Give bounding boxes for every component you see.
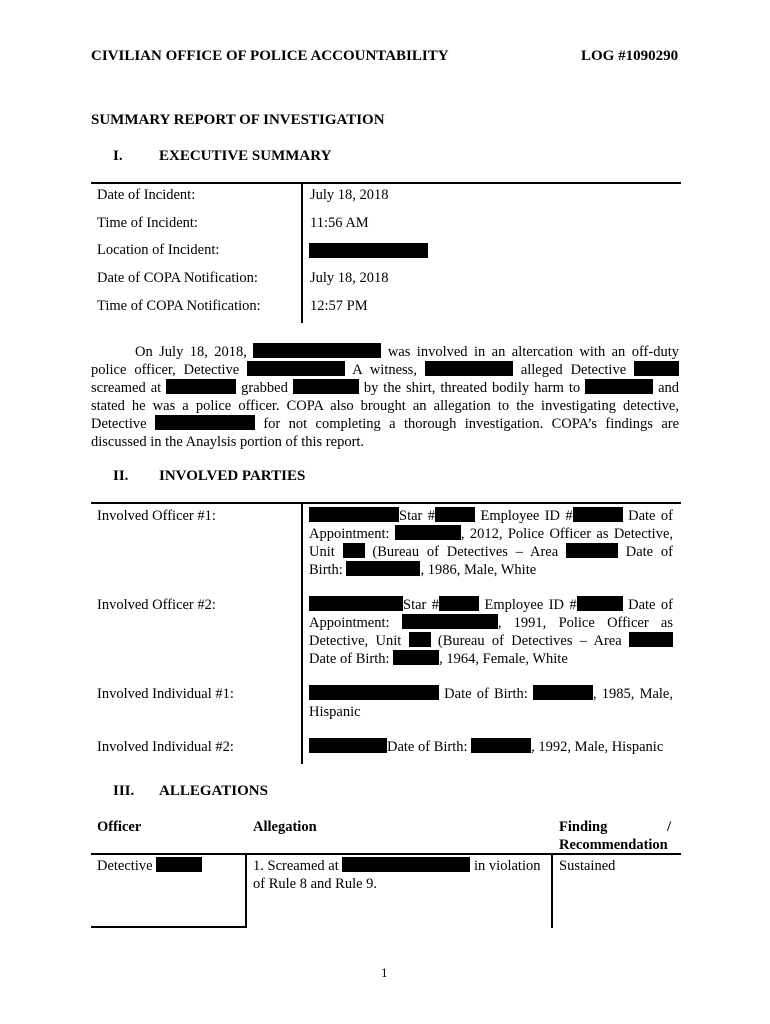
redacted-employee-id — [573, 507, 623, 522]
allegations-divider-2 — [551, 855, 553, 928]
individual-1-line-1: Date of Birth: , 1985, Male, — [309, 685, 673, 703]
section-2-title: INVOLVED PARTIES — [159, 468, 306, 484]
summary-line-2: police officer, Detective A witness, alleged Detective — [91, 361, 679, 379]
column-header-recommendation: Recommendation — [559, 837, 668, 853]
involved-individual-2-label: Involved Individual #2: — [97, 739, 234, 755]
redacted-date — [395, 525, 461, 540]
copa-notification-time-value: 12:57 PM — [310, 298, 368, 314]
section-2-number: II. — [113, 468, 129, 484]
parties-table-top-rule — [91, 502, 681, 504]
individual-1-line-2: Hispanic — [309, 704, 361, 720]
copa-notification-date-value: July 18, 2018 — [310, 270, 389, 286]
page-number: 1 — [381, 965, 388, 980]
incident-table-divider — [301, 184, 303, 323]
redacted-name — [155, 415, 255, 430]
officer-2-line-2: Appointment: , 1991, Police Officer as — [309, 615, 674, 631]
summary-line-4: stated he was a police officer. COPA also brought an allegation to the investigating detective, — [91, 398, 679, 414]
redacted-area — [566, 543, 618, 558]
redacted-name — [166, 379, 236, 394]
time-of-incident-label: Time of Incident: — [97, 215, 198, 231]
redacted-date — [346, 561, 420, 576]
date-of-incident-label: Date of Incident: — [97, 187, 196, 203]
redacted-name — [425, 361, 513, 376]
summary-line-6: discussed in the Anaylsis portion of this report. — [91, 434, 365, 450]
column-header-allegation: Allegation — [253, 819, 317, 835]
allegation-row-1-text-cont: of Rule 8 and Rule 9. — [253, 876, 378, 892]
section-3-title: ALLEGATIONS — [159, 783, 268, 799]
allegations-bottom-rule — [91, 926, 247, 928]
redacted-date — [393, 650, 439, 665]
redacted-date — [471, 738, 531, 753]
time-of-incident-value: 11:56 AM — [310, 215, 369, 231]
officer-2-line-4: Date of Birth: , 1964, Female, White — [309, 651, 568, 667]
involved-officer-1-label: Involved Officer #1: — [97, 508, 216, 524]
summary-line-3: screamed at grabbed by the shirt, threated bodily harm to and — [91, 380, 680, 396]
redacted-area — [629, 632, 673, 647]
location-of-incident-label: Location of Incident: — [97, 242, 220, 258]
officer-2-line-1: Star # Employee ID # Date of — [309, 596, 673, 614]
redacted-name — [342, 857, 470, 872]
individual-2-line-1: Date of Birth: , 1992, Male, Hispanic — [309, 738, 663, 756]
redacted-name — [247, 361, 345, 376]
officer-1-line-2: Appointment: , 2012, Police Officer as Detective, — [309, 526, 674, 542]
redacted-name — [156, 857, 202, 872]
officer-1-line-3: Unit (Bureau of Detectives – Area Date of — [309, 544, 673, 560]
involved-individual-1-label: Involved Individual #1: — [97, 686, 234, 702]
agency-header: CIVILIAN OFFICE OF POLICE ACCOUNTABILITY — [91, 48, 449, 64]
redacted-employee-id — [577, 596, 623, 611]
redacted-unit — [343, 543, 365, 558]
involved-officer-2-label: Involved Officer #2: — [97, 597, 216, 613]
section-1-title: EXECUTIVE SUMMARY — [159, 148, 332, 164]
redacted-star — [439, 596, 479, 611]
parties-table-divider — [301, 504, 303, 764]
column-header-officer: Officer — [97, 819, 142, 835]
summary-line-5: Detective for not completing a thorough investigation. COPA’s findings are — [91, 416, 680, 432]
redacted-name — [253, 343, 381, 358]
officer-2-line-3: Detective, Unit (Bureau of Detectives – Area — [309, 632, 673, 650]
copa-notification-date-label: Date of COPA Notification: — [97, 270, 258, 286]
copa-notification-time-label: Time of COPA Notification: — [97, 298, 261, 314]
column-header-finding: Finding — [559, 819, 608, 835]
allegations-divider-1 — [245, 855, 247, 928]
report-title: SUMMARY REPORT OF INVESTIGATION — [91, 112, 385, 128]
redacted-name — [293, 379, 359, 394]
redacted-date — [402, 614, 498, 629]
section-3-number: III. — [113, 783, 135, 799]
redacted-name — [309, 507, 399, 522]
allegations-header-rule — [91, 853, 681, 855]
redacted-unit — [409, 632, 431, 647]
redacted-name — [309, 685, 439, 700]
log-number: LOG #1090290 — [581, 48, 679, 64]
redacted-name — [634, 361, 679, 376]
incident-table-top-rule — [91, 182, 681, 184]
redacted-name — [309, 738, 387, 753]
section-1-number: I. — [113, 148, 123, 164]
redacted-name — [585, 379, 653, 394]
redacted-location — [309, 243, 428, 258]
date-of-incident-value: July 18, 2018 — [310, 187, 389, 203]
summary-line-1: On July 18, 2018, was involved in an altercation with an off-duty — [135, 344, 679, 360]
officer-1-line-1: Star # Employee ID # Date of — [309, 507, 673, 525]
allegation-row-1-text: 1. Screamed at in violation — [253, 858, 541, 874]
redacted-star — [435, 507, 475, 522]
column-header-slash: / — [667, 819, 672, 835]
officer-1-line-4: Birth: , 1986, Male, White — [309, 562, 537, 578]
allegation-row-1-finding: Sustained — [559, 858, 616, 874]
redacted-name — [309, 596, 403, 611]
redacted-date — [533, 685, 593, 700]
allegation-row-1-officer: Detective — [97, 857, 202, 875]
